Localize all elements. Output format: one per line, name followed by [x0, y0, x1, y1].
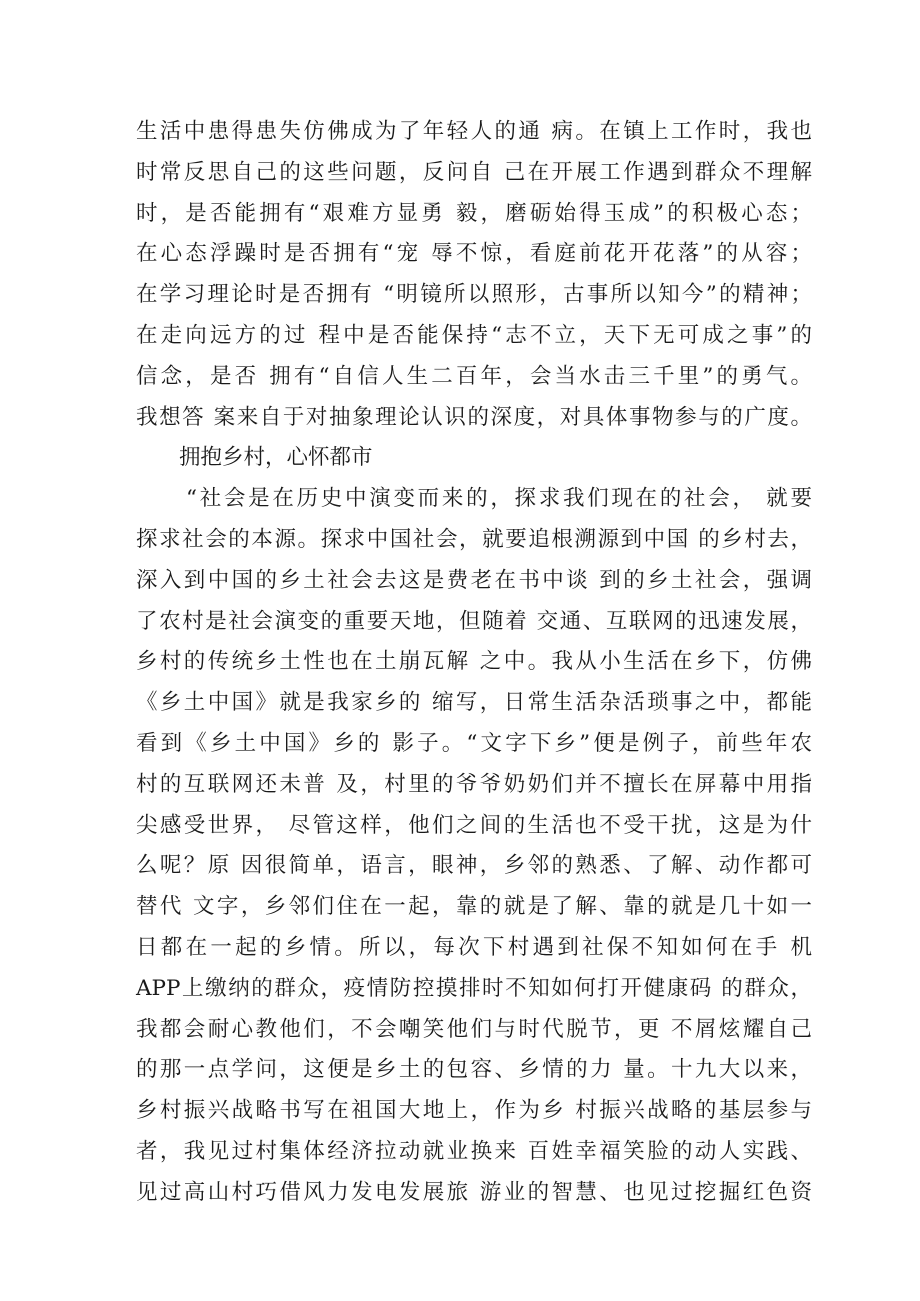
text-line: 在学习理论时是否拥有 “明镜所以照形，古事所以知今”的精神；: [136, 282, 812, 308]
text-line: 尖感受世界， 尽管这样，他们之间的生活也不受干扰，这是为什: [136, 812, 812, 838]
text-line: 者，我见过村集体经济拉动就业换来 百姓幸福笑脸的动人实践、: [136, 1138, 812, 1164]
document-body: [136, 112, 812, 1214]
text-line: 看到《乡土中国》乡的 影子。“文字下乡”便是例子，前些年农: [136, 730, 812, 756]
text-line: 探求社会的本源。探求中国社会，就要追根溯源到中国 的乡村去，: [136, 526, 812, 552]
text-line: “社会是在历史中演变而来的，探求我们现在的社会， 就要: [186, 486, 812, 512]
text-line: 替代 文字，乡邻们住在一起，靠的就是了解、靠的就是几十如一: [136, 894, 812, 920]
text-line: 时常反思自己的这些问题，反问自 己在开展工作遇到群众不理解: [136, 159, 812, 185]
text-line: 在走向远方的过 程中是否能保持“志不立，天下无可成之事”的: [136, 322, 812, 348]
text-line: 我想答 案来自于对抽象理论认识的深度，对具体事物参与的广度。: [136, 404, 812, 430]
text-line: 么呢？原 因很简单，语言，眼神，乡邻的熟悉、了解、动作都可: [136, 853, 812, 879]
text-line: 见过高山村巧借风力发电发展旅 游业的智慧、也见过挖掘红色资: [136, 1179, 812, 1205]
text-line: 乡村振兴战略书写在祖国大地上，作为乡 村振兴战略的基层参与: [136, 1098, 812, 1124]
text-line: 《乡土中国》就是我家乡的 缩写，日常生活杂活琐事之中，都能: [136, 690, 812, 716]
text-line: 乡村的传统乡土性也在土崩瓦解 之中。我从小生活在乡下，仿佛: [136, 649, 812, 675]
text-line: 深入到中国的乡土社会去这是费老在书中谈 到的乡土社会，强调: [136, 567, 812, 593]
text-line: 时，是否能拥有“艰难方显勇 毅，磨砺始得玉成”的积极心态；: [136, 200, 812, 226]
text-line: 在心态浮躁时是否拥有“宠 辱不惊，看庭前花开花落”的从容；: [136, 241, 812, 267]
text-line: 村的互联网还未普 及，村里的爷爷奶奶们并不擅长在屏幕中用指: [136, 771, 812, 797]
text-line: 生活中患得患失仿佛成为了年轻人的通 病。在镇上工作时，我也: [136, 119, 812, 144]
paragraph-rural: [136, 479, 812, 1213]
text-line: 的那一点学问，这便是乡土的包容、乡情的力 量。十九大以来，: [136, 1057, 812, 1083]
section-heading: 拥抱乡村，心怀都市: [179, 445, 373, 471]
text-line: 我都会耐心教他们，不会嘲笑他们与时代脱节，更 不屑炫耀自己: [136, 1016, 812, 1042]
text-line: 日都在一起的乡情。所以，每次下村遇到社保不知如何在手 机: [136, 934, 812, 960]
text-line: 了农村是社会演变的重要天地，但随着 交通、互联网的迅速发展，: [136, 608, 812, 634]
paragraph-reflection: [136, 112, 812, 438]
text-line: APP上缴纳的群众，疫情防控摸排时不知如何打开健康码 的群众，: [136, 975, 812, 1001]
text-line: 信念，是否 拥有“自信人生二百年，会当水击三千里”的勇气。: [136, 363, 812, 389]
